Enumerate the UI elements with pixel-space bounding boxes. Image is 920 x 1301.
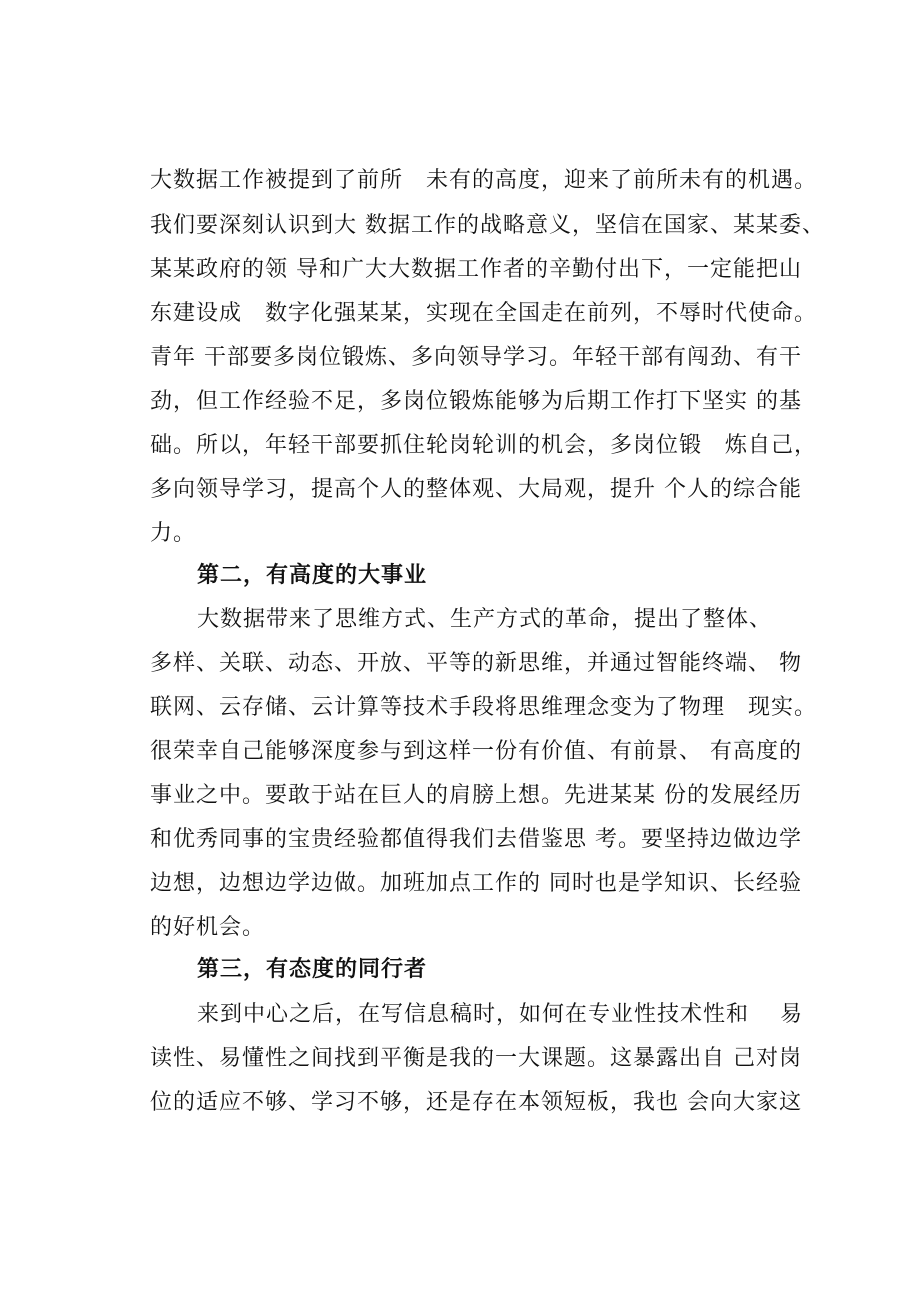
body-text-line: 我们要深刻认识到大 数据工作的战略意义，坚信在国家、某某委、: [150, 213, 825, 238]
body-text-line: 某某政府的领 导和广大大数据工作者的辛勤付出下，一定能把山: [150, 257, 802, 282]
body-text-line: 础。所以，年轻干部要抓住轮岗轮训的机会，多岗位锻 炼自己，: [150, 433, 818, 458]
body-text-line: 劲，但工作经验不足，多岗位锻炼能够为后期工作打下坚实 的基: [150, 389, 802, 414]
body-text-line: 大数据工作被提到了前所 未有的高度，迎来了前所未有的机遇。: [150, 168, 818, 193]
body-text-line: 联网、云存储、云计算等技术手段将思维理念变为了物理 现实。: [150, 695, 818, 720]
body-text-line: 读性、易懂性之间找到平衡是我的一大课题。这暴露出自 己对岗: [150, 1046, 802, 1071]
section-heading: 第三，有态度的同行者: [197, 957, 428, 982]
body-text-line: 大数据带来了思维方式、生产方式的革命，提出了整体、: [197, 607, 773, 632]
body-text-line: 和优秀同事的宝贵经验都值得我们去借鉴思 考。要坚持边做边学: [150, 827, 802, 852]
body-text-line: 东建设成 数字化强某某，实现在全国走在前列，不辱时代使命。: [150, 301, 818, 326]
body-text-line: 多样、关联、动态、开放、平等的新思维，并通过智能终端、 物: [150, 651, 802, 676]
body-text-line: 来到中心之后，在写信息稿时，如何在专业性技术性和 易: [197, 1002, 803, 1027]
body-text-line: 力。: [150, 521, 197, 546]
body-text-line: 边想，边想边学边做。加班加点工作的 同时也是学知识、长经验: [150, 871, 802, 896]
body-text-line: 的好机会。: [150, 915, 266, 940]
section-heading: 第二，有高度的大事业: [197, 563, 428, 588]
body-text-line: 位的适应不够、学习不够，还是存在本领短板，我也 会向大家这: [150, 1090, 802, 1115]
body-text-line: 事业之中。要敢于站在巨人的肩膀上想。先进某某 份的发展经历: [150, 783, 802, 808]
body-text-line: 很荣幸自己能够深度参与到这样一份有价值、有前景、 有高度的: [150, 739, 802, 764]
body-text-line: 青年 干部要多岗位锻炼、多向领导学习。年轻干部有闯劲、有干: [150, 345, 802, 370]
body-text-line: 多向领导学习，提高个人的整体观、大局观，提升 个人的综合能: [150, 477, 802, 502]
